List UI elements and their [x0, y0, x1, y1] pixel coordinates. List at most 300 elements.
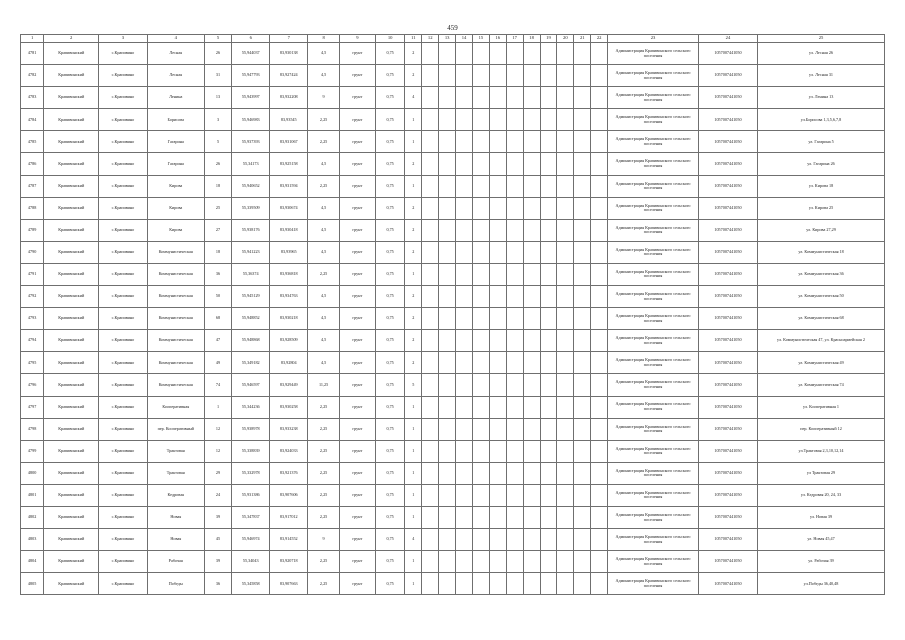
area-cell: 4,5 — [308, 197, 340, 219]
district-cell: Крапивинский — [44, 131, 99, 153]
address-cell: ул.Победы 36,40,48 — [758, 573, 885, 595]
locality-cell: с.Крапивино — [99, 109, 148, 131]
empty-cell — [472, 573, 489, 595]
latitude-cell: 55,943997 — [232, 87, 270, 109]
table-row — [21, 440, 885, 462]
address-cell: ул. Кооперативная 1 — [758, 396, 885, 418]
district-cell: Крапивинский — [44, 330, 99, 352]
column-number: 1 — [21, 35, 44, 43]
empty-cell — [439, 330, 456, 352]
empty-cell — [506, 352, 523, 374]
empty-cell — [472, 308, 489, 330]
district-cell: Крапивинский — [44, 484, 99, 506]
empty-cell — [439, 573, 456, 595]
empty-cell — [506, 197, 523, 219]
longitude-cell: 83,930138 — [270, 43, 308, 65]
street-cell: Рабочая — [147, 551, 204, 573]
empty-cell — [540, 219, 557, 241]
count-cell: 4 — [405, 529, 422, 551]
count-cell: 1 — [405, 506, 422, 528]
area-cell: 4,5 — [308, 352, 340, 374]
district-cell: Крапивинский — [44, 263, 99, 285]
empty-cell — [456, 418, 473, 440]
operator-cell: Администрация Крапивинского сельского поселения — [608, 352, 699, 374]
empty-cell — [523, 352, 540, 374]
empty-cell — [574, 153, 591, 175]
empty-cell — [472, 131, 489, 153]
empty-cell — [422, 131, 439, 153]
count-cell: 2 — [405, 286, 422, 308]
ogrn-cell: 1057007441050 — [698, 374, 757, 396]
empty-cell — [439, 440, 456, 462]
longitude-cell: 83,929449 — [270, 374, 308, 396]
registry-table — [20, 34, 885, 595]
column-number: 20 — [557, 35, 574, 43]
count-cell: 1 — [405, 175, 422, 197]
district-cell: Крапивинский — [44, 374, 99, 396]
latitude-cell: 55,946597 — [232, 374, 270, 396]
empty-cell — [557, 551, 574, 573]
longitude-cell: 83,921376 — [270, 462, 308, 484]
empty-cell — [489, 440, 506, 462]
street-cell: Коммунистическая — [147, 241, 204, 263]
district-cell: Крапивинский — [44, 462, 99, 484]
empty-cell — [540, 573, 557, 595]
empty-cell — [472, 286, 489, 308]
table-row — [21, 286, 885, 308]
longitude-cell: 83,928509 — [270, 330, 308, 352]
locality-cell: с.Крапивино — [99, 352, 148, 374]
street-cell: пер. Кооперативный — [147, 418, 204, 440]
empty-cell — [422, 65, 439, 87]
address-cell: ул. Коммунистическая 47, ул. Красноармейская 2 — [758, 330, 885, 352]
empty-cell — [540, 440, 557, 462]
area-cell: 4,5 — [308, 65, 340, 87]
area-cell: 2,25 — [308, 551, 340, 573]
house-cell: 13 — [204, 87, 231, 109]
house-cell: 18 — [204, 175, 231, 197]
area-cell: 4,5 — [308, 308, 340, 330]
latitude-cell: 55,34043 — [232, 551, 270, 573]
street-cell: Коммунистическая — [147, 352, 204, 374]
surface-cell: грунт — [339, 573, 375, 595]
empty-cell — [439, 109, 456, 131]
ogrn-cell: 1057007441050 — [698, 352, 757, 374]
longitude-cell: 83,932208 — [270, 87, 308, 109]
area-cell: 4,5 — [308, 219, 340, 241]
volume-cell: 0,75 — [375, 286, 405, 308]
count-cell: 5 — [405, 374, 422, 396]
longitude-cell: 83,917012 — [270, 506, 308, 528]
column-number: 23 — [608, 35, 699, 43]
volume-cell: 0,75 — [375, 396, 405, 418]
volume-cell: 0,75 — [375, 175, 405, 197]
empty-cell — [591, 462, 608, 484]
empty-cell — [472, 330, 489, 352]
locality-cell: с.Крапивино — [99, 65, 148, 87]
empty-cell — [591, 263, 608, 285]
empty-cell — [591, 484, 608, 506]
address-cell: ул. Коммунистическая 50 — [758, 286, 885, 308]
empty-cell — [422, 551, 439, 573]
empty-cell — [439, 286, 456, 308]
row-id: 4790 — [21, 241, 44, 263]
street-cell: Трактовая — [147, 440, 204, 462]
column-number: 21 — [574, 35, 591, 43]
operator-cell: Администрация Крапивинского сельского поселения — [608, 263, 699, 285]
address-cell: ул Трактовая 29 — [758, 462, 885, 484]
empty-cell — [439, 352, 456, 374]
street-cell: Новая — [147, 506, 204, 528]
empty-cell — [472, 109, 489, 131]
volume-cell: 0,75 — [375, 241, 405, 263]
volume-cell: 0,75 — [375, 65, 405, 87]
empty-cell — [472, 219, 489, 241]
empty-cell — [574, 131, 591, 153]
empty-cell — [456, 484, 473, 506]
longitude-cell: 83,931067 — [270, 131, 308, 153]
empty-cell — [489, 308, 506, 330]
surface-cell: грунт — [339, 65, 375, 87]
empty-cell — [456, 263, 473, 285]
empty-cell — [489, 462, 506, 484]
empty-cell — [456, 286, 473, 308]
operator-cell: Администрация Крапивинского сельского поселения — [608, 374, 699, 396]
count-cell: 2 — [405, 330, 422, 352]
empty-cell — [506, 109, 523, 131]
empty-cell — [591, 87, 608, 109]
empty-cell — [591, 330, 608, 352]
locality-cell: с.Крапивино — [99, 219, 148, 241]
empty-cell — [574, 551, 591, 573]
district-cell: Крапивинский — [44, 573, 99, 595]
column-number: 2 — [44, 35, 99, 43]
empty-cell — [456, 396, 473, 418]
empty-cell — [456, 197, 473, 219]
district-cell: Крапивинский — [44, 529, 99, 551]
empty-cell — [591, 65, 608, 87]
empty-cell — [523, 241, 540, 263]
empty-cell — [523, 197, 540, 219]
address-cell: ул. Кирова 27,29 — [758, 219, 885, 241]
volume-cell: 0,75 — [375, 352, 405, 374]
empty-cell — [456, 440, 473, 462]
operator-cell: Администрация Крапивинского сельского поселения — [608, 484, 699, 506]
house-cell: 5 — [204, 131, 231, 153]
table-row — [21, 506, 885, 528]
empty-cell — [557, 529, 574, 551]
empty-cell — [489, 43, 506, 65]
district-cell: Крапивинский — [44, 153, 99, 175]
longitude-cell: 83,907663 — [270, 573, 308, 595]
count-cell: 2 — [405, 241, 422, 263]
empty-cell — [439, 529, 456, 551]
empty-cell — [591, 551, 608, 573]
table-row — [21, 374, 885, 396]
latitude-cell: 55,345858 — [232, 573, 270, 595]
empty-cell — [456, 573, 473, 595]
surface-cell: грунт — [339, 529, 375, 551]
locality-cell: с.Крапивино — [99, 462, 148, 484]
empty-cell — [574, 197, 591, 219]
empty-cell — [422, 529, 439, 551]
empty-cell — [472, 263, 489, 285]
empty-cell — [574, 43, 591, 65]
street-cell: Коммунистическая — [147, 374, 204, 396]
row-id: 4789 — [21, 219, 44, 241]
empty-cell — [591, 506, 608, 528]
area-cell: 2,25 — [308, 109, 340, 131]
surface-cell: грунт — [339, 506, 375, 528]
empty-cell — [489, 286, 506, 308]
street-cell: Гагарина — [147, 131, 204, 153]
empty-cell — [574, 219, 591, 241]
row-id: 4802 — [21, 506, 44, 528]
ogrn-cell: 1057007441050 — [698, 219, 757, 241]
table-row — [21, 241, 885, 263]
empty-cell — [472, 153, 489, 175]
surface-cell: грунт — [339, 330, 375, 352]
empty-cell — [506, 241, 523, 263]
latitude-cell: 55,339509 — [232, 197, 270, 219]
empty-cell — [591, 131, 608, 153]
latitude-cell: 55,347837 — [232, 506, 270, 528]
operator-cell: Администрация Крапивинского сельского поселения — [608, 573, 699, 595]
count-cell: 1 — [405, 109, 422, 131]
house-cell: 31 — [204, 65, 231, 87]
empty-cell — [557, 219, 574, 241]
empty-cell — [574, 529, 591, 551]
column-number: 9 — [339, 35, 375, 43]
empty-cell — [591, 308, 608, 330]
empty-cell — [506, 506, 523, 528]
empty-cell — [472, 65, 489, 87]
empty-cell — [557, 286, 574, 308]
empty-cell — [523, 374, 540, 396]
locality-cell: с.Крапивино — [99, 263, 148, 285]
column-number: 4 — [147, 35, 204, 43]
empty-cell — [506, 175, 523, 197]
empty-cell — [472, 462, 489, 484]
empty-cell — [506, 330, 523, 352]
count-cell: 2 — [405, 65, 422, 87]
street-cell: Коммунистическая — [147, 286, 204, 308]
locality-cell: с.Крапивино — [99, 330, 148, 352]
ogrn-cell: 1057007441050 — [698, 131, 757, 153]
table-row — [21, 43, 885, 65]
empty-cell — [574, 263, 591, 285]
row-id: 4781 — [21, 43, 44, 65]
empty-cell — [422, 352, 439, 374]
row-id: 4792 — [21, 286, 44, 308]
volume-cell: 0,75 — [375, 43, 405, 65]
latitude-cell: 55,948852 — [232, 308, 270, 330]
empty-cell — [557, 153, 574, 175]
row-id: 4791 — [21, 263, 44, 285]
empty-cell — [439, 175, 456, 197]
table-row — [21, 396, 885, 418]
empty-cell — [574, 462, 591, 484]
house-cell: 26 — [204, 153, 231, 175]
empty-cell — [591, 418, 608, 440]
empty-cell — [574, 308, 591, 330]
count-cell: 1 — [405, 484, 422, 506]
longitude-cell: 83,934763 — [270, 286, 308, 308]
longitude-cell: 83,930258 — [270, 396, 308, 418]
locality-cell: с.Крапивино — [99, 374, 148, 396]
empty-cell — [489, 175, 506, 197]
empty-cell — [574, 484, 591, 506]
empty-cell — [523, 131, 540, 153]
district-cell: Крапивинский — [44, 241, 99, 263]
empty-cell — [506, 551, 523, 573]
volume-cell: 0,75 — [375, 308, 405, 330]
row-id: 4804 — [21, 551, 44, 573]
empty-cell — [422, 396, 439, 418]
ogrn-cell: 1057007441050 — [698, 573, 757, 595]
empty-cell — [540, 65, 557, 87]
empty-cell — [506, 131, 523, 153]
empty-cell — [591, 153, 608, 175]
surface-cell: грунт — [339, 109, 375, 131]
surface-cell: грунт — [339, 484, 375, 506]
house-cell: 49 — [204, 352, 231, 374]
empty-cell — [439, 197, 456, 219]
operator-cell: Администрация Крапивинского сельского поселения — [608, 241, 699, 263]
surface-cell: грунт — [339, 153, 375, 175]
district-cell: Крапивинский — [44, 65, 99, 87]
table-row — [21, 573, 885, 595]
empty-cell — [557, 308, 574, 330]
count-cell: 1 — [405, 440, 422, 462]
empty-cell — [489, 153, 506, 175]
house-cell: 74 — [204, 374, 231, 396]
empty-cell — [574, 440, 591, 462]
ogrn-cell: 1057007441050 — [698, 551, 757, 573]
empty-cell — [540, 87, 557, 109]
ogrn-cell: 1057007441050 — [698, 286, 757, 308]
surface-cell: грунт — [339, 263, 375, 285]
empty-cell — [557, 418, 574, 440]
row-id: 4800 — [21, 462, 44, 484]
empty-cell — [574, 286, 591, 308]
district-cell: Крапивинский — [44, 43, 99, 65]
locality-cell: с.Крапивино — [99, 484, 148, 506]
street-cell: Ленина — [147, 87, 204, 109]
empty-cell — [540, 462, 557, 484]
count-cell: 1 — [405, 551, 422, 573]
table-row — [21, 308, 885, 330]
empty-cell — [523, 551, 540, 573]
table-row — [21, 219, 885, 241]
column-number-row — [21, 35, 885, 43]
latitude-cell: 55,946974 — [232, 529, 270, 551]
street-cell: Коммунистическая — [147, 330, 204, 352]
empty-cell — [523, 529, 540, 551]
area-cell: 4,5 — [308, 330, 340, 352]
row-id: 4786 — [21, 153, 44, 175]
area-cell: 2,25 — [308, 440, 340, 462]
ogrn-cell: 1057007441050 — [698, 153, 757, 175]
empty-cell — [557, 352, 574, 374]
district-cell: Крапивинский — [44, 197, 99, 219]
empty-cell — [472, 43, 489, 65]
volume-cell: 0,75 — [375, 153, 405, 175]
empty-cell — [540, 153, 557, 175]
row-id: 4794 — [21, 330, 44, 352]
area-cell: 4,5 — [308, 241, 340, 263]
operator-cell: Администрация Крапивинского сельского поселения — [608, 175, 699, 197]
column-number: 11 — [405, 35, 422, 43]
empty-cell — [489, 197, 506, 219]
empty-cell — [422, 308, 439, 330]
latitude-cell: 55,938978 — [232, 418, 270, 440]
empty-cell — [506, 418, 523, 440]
locality-cell: с.Крапивино — [99, 175, 148, 197]
empty-cell — [422, 241, 439, 263]
district-cell: Крапивинский — [44, 219, 99, 241]
surface-cell: грунт — [339, 241, 375, 263]
ogrn-cell: 1057007441050 — [698, 529, 757, 551]
empty-cell — [591, 219, 608, 241]
ogrn-cell: 1057007441050 — [698, 241, 757, 263]
count-cell: 2 — [405, 219, 422, 241]
empty-cell — [540, 374, 557, 396]
volume-cell: 0,75 — [375, 462, 405, 484]
empty-cell — [489, 87, 506, 109]
empty-cell — [456, 43, 473, 65]
latitude-cell: 55,940652 — [232, 175, 270, 197]
street-cell: Кирова — [147, 197, 204, 219]
empty-cell — [574, 109, 591, 131]
empty-cell — [472, 241, 489, 263]
empty-cell — [489, 109, 506, 131]
empty-cell — [472, 175, 489, 197]
street-cell: Кооперативная — [147, 396, 204, 418]
longitude-cell: 83,93545 — [270, 109, 308, 131]
column-number: 17 — [506, 35, 523, 43]
empty-cell — [557, 462, 574, 484]
empty-cell — [540, 263, 557, 285]
empty-cell — [557, 109, 574, 131]
count-cell: 4 — [405, 87, 422, 109]
empty-cell — [456, 462, 473, 484]
empty-cell — [557, 396, 574, 418]
table-row — [21, 109, 885, 131]
empty-cell — [422, 462, 439, 484]
empty-cell — [523, 308, 540, 330]
table-row — [21, 65, 885, 87]
volume-cell: 0,75 — [375, 374, 405, 396]
empty-cell — [439, 462, 456, 484]
empty-cell — [557, 131, 574, 153]
street-cell: Коммунистическая — [147, 308, 204, 330]
ogrn-cell: 1057007441050 — [698, 65, 757, 87]
column-number: 13 — [439, 35, 456, 43]
empty-cell — [439, 418, 456, 440]
latitude-cell: 55,944037 — [232, 43, 270, 65]
area-cell: 9 — [308, 87, 340, 109]
address-cell: ул. Ленина 13 — [758, 87, 885, 109]
empty-cell — [439, 484, 456, 506]
house-cell: 68 — [204, 308, 231, 330]
operator-cell: Администрация Крапивинского сельского поселения — [608, 308, 699, 330]
row-id: 4798 — [21, 418, 44, 440]
surface-cell: грунт — [339, 197, 375, 219]
volume-cell: 0,75 — [375, 440, 405, 462]
empty-cell — [422, 263, 439, 285]
longitude-cell: 83,931594 — [270, 175, 308, 197]
